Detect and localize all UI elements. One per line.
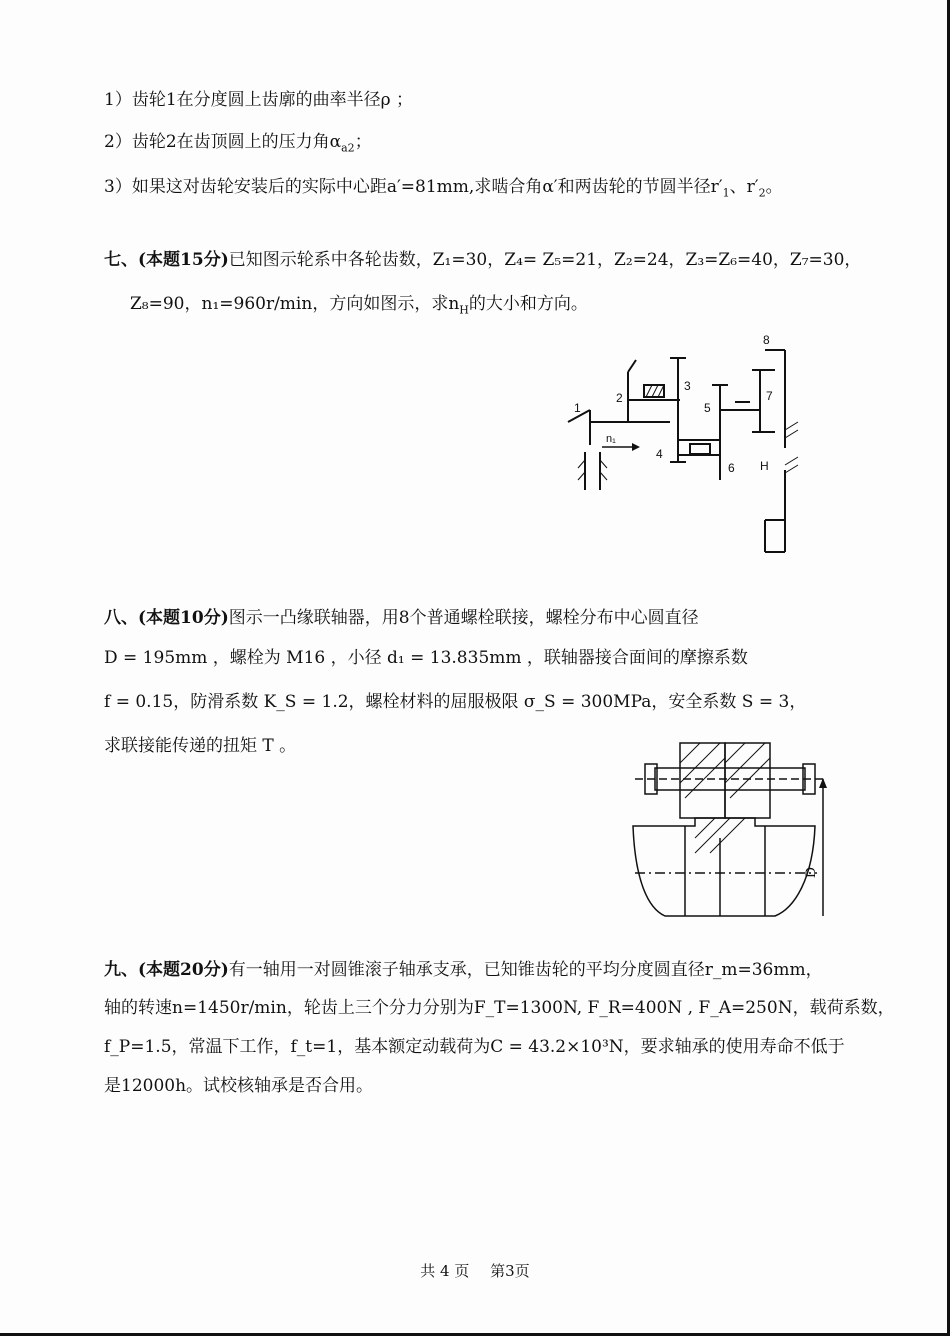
- label-gear-3: 3: [684, 379, 691, 393]
- gear-train-diagram: [560, 330, 810, 560]
- q9-title: 九、(本题20分): [104, 960, 229, 980]
- q9-line-2-text: 轴的转速n=1450r/min，轮齿上三个分力分别为F_T=1300N, F_R=400N , F_A=250N，载荷系数，: [104, 998, 895, 1018]
- q8-title: 八、(本题10分): [104, 608, 229, 628]
- q8-line-3-text: f = 0.15，防滑系数 K_S = 1.2，螺栓材料的屈服极限 σ_S = 300MPa，安全系数 S = 3，: [104, 692, 807, 712]
- q6-item-3: [104, 175, 783, 205]
- q9-line-1-text: 有一轴用一对圆锥滚子轴承支承，已知锥齿轮的平均分度圆直径r_m=36mm，: [228, 960, 823, 980]
- q9-line-2: [104, 996, 895, 1020]
- q9-line-1: [104, 958, 823, 982]
- q7-line-2-sub: H: [459, 303, 469, 317]
- q8-line-1: [104, 606, 699, 630]
- q8-line-4: [104, 734, 296, 758]
- q6-item-2-end: ；: [354, 132, 372, 152]
- q6-item-2-sub: a2: [341, 141, 355, 155]
- q6-item-3-sub2: 2: [758, 186, 766, 200]
- q8-line-3: [104, 690, 806, 714]
- q9-line-3: [104, 1035, 845, 1059]
- q7-line-2: [130, 292, 588, 322]
- label-gear-5: 5: [704, 401, 711, 415]
- q8-line-2: [104, 646, 748, 670]
- q9-line-4: [104, 1074, 373, 1098]
- q8-line-4-text: 求联接能传递的扭矩 T 。: [104, 736, 297, 756]
- gear-2-line: [628, 360, 636, 372]
- q8-line-1-text: 图示一凸缘联轴器，用8个普通螺栓联接，螺栓分布中心圆直径: [228, 608, 699, 628]
- page-current: 第3页: [490, 1262, 530, 1280]
- q9-line-4-text: 是12000h。试校核轴承是否合用。: [104, 1076, 374, 1096]
- q6-item-1: [104, 88, 413, 112]
- q7-line-1-text: 已知图示轮系中各轮齿数，Z₁=30，Z₄= Z₅=21，Z₂=24，Z₃=Z₆=40，Z₇=30，: [228, 250, 862, 270]
- q6-item-3-text: 3）如果这对齿轮安装后的实际中心距a′=81mm,求啮合角α′和两齿轮的节圆半径r′: [104, 177, 723, 197]
- q6-item-3-mid: 、r′: [729, 177, 759, 197]
- q7-line-2-text: Z₈=90，n₁=960r/min，方向如图示，求n: [130, 294, 460, 314]
- page-footer: [0, 1260, 950, 1281]
- label-diameter-d: D: [803, 867, 819, 878]
- label-gear-7: 7: [766, 389, 773, 403]
- q7-line-2-end: 的大小和方向。: [468, 294, 588, 314]
- q8-line-2-text: D = 195mm ，螺栓为 M16 ，小径 d₁ = 13.835mm ，联轴器接合面间的摩擦系数: [104, 648, 748, 668]
- label-gear-8: 8: [763, 333, 770, 347]
- q7-title: 七、(本题15分): [104, 250, 229, 270]
- flange-coupling-diagram: [625, 738, 835, 918]
- label-gear-2: 2: [616, 391, 623, 405]
- label-n1: n₁: [606, 433, 616, 445]
- q6-item-2: [104, 130, 372, 160]
- q6-item-3-end: 。: [765, 177, 783, 197]
- q6-item-3-sub1: 1: [722, 186, 730, 200]
- label-carrier-h: H: [760, 459, 769, 473]
- page-total: 共 4 页: [420, 1262, 470, 1280]
- label-gear-4: 4: [656, 447, 663, 461]
- q9-line-3-text: f_P=1.5，常温下工作，f_t=1，基本额定动载荷为C = 43.2×10³N，要求轴承的使用寿命不低于: [104, 1037, 845, 1057]
- label-gear-1: 1: [574, 401, 581, 415]
- label-gear-6: 6: [728, 461, 735, 475]
- q6-item-2-text: 2）齿轮2在齿顶圆上的压力角α: [104, 132, 342, 152]
- q7-line-1: [104, 248, 861, 272]
- q6-item-1-text: 1）齿轮1在分度圆上齿廓的曲率半径ρ ；: [104, 90, 414, 110]
